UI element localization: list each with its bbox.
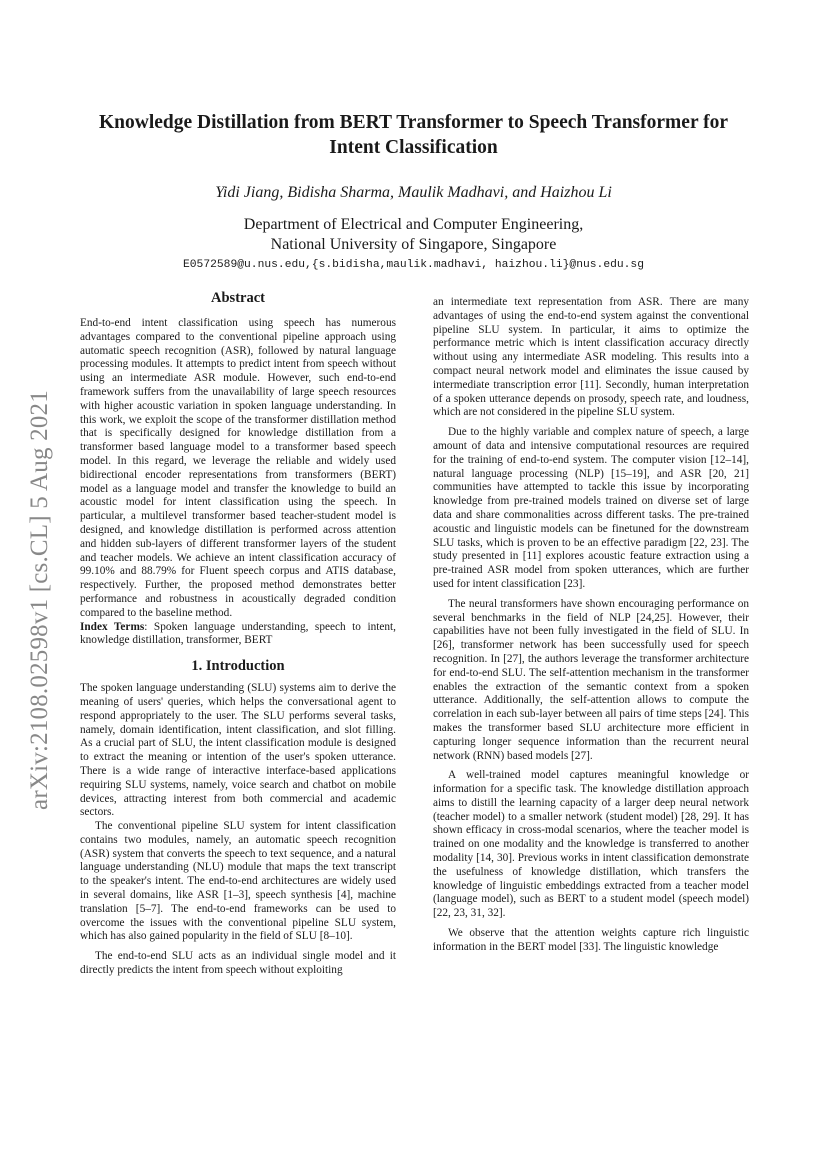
intro-paragraph-8: We observe that the attention weights capture rich linguistic information in the BERT model [33]. The linguistic knowledge: [433, 927, 749, 953]
intro-paragraph-2: The conventional pipeline SLU system for intent classification contains two modules, namely, an automatic speech recognition (ASR) system that converts the speech to text sequence, and a natural language understanding (NLU) module that maps the text transcript to the speaker's intent. The end-to-end architectures are widely used in several domains, like ASR [1–3], speech synthesis [4], machine translation [5–7]. The end-to-end frameworks can be used to overcome the issues with the conventional pipeline SLU system, which has also gained popularity in the field of SLU [8–10].: [80, 820, 396, 943]
introduction-heading: 1. Introduction: [191, 658, 285, 675]
paper-title: Knowledge Distillation from BERT Transformer to Speech Transformer for Intent Classification: [98, 112, 729, 158]
affiliation: [80, 215, 747, 255]
index-terms-text: : Spoken language understanding, speech to intent, knowledge distillation, transformer, BERT: [80, 620, 397, 647]
index-terms: [80, 621, 396, 649]
author-emails: E0572589@u.nus.edu,{s.bidisha,maulik.madhavi, haizhou.li}@nus.edu.sg: [183, 259, 644, 271]
paper-header: [80, 110, 747, 271]
author-list: Yidi Jiang, Bidisha Sharma, Maulik Madhavi, and Haizhou Li: [215, 184, 612, 201]
arxiv-sidebar-stamp: [20, 370, 60, 830]
left-column: [80, 290, 396, 978]
arxiv-id: arXiv:2108.02598v1 [cs.CL] 5 Aug 2021: [26, 390, 53, 810]
intro-paragraph-4: an intermediate text representation from ASR. There are many advantages of using the end-to-end system against the conventional pipeline SLU system. In particular, it aims to optimize the performance metric which is intent classification accuracy directly without using any intermediate ASR modeling. This results into a compact neural network model and eliminates the issue caused by intermediate transcription error [11]. Secondly, human interpretation of a spoken utterance depends on prosody, speech rate, and loudness, which are not considered in the pipeline SLU system.: [433, 296, 749, 419]
university: National University of Singapore, Singapore: [270, 236, 557, 253]
intro-paragraph-6: The neural transformers have shown encouraging performance on several benchmarks in the field of NLP [24,25]. However, their capabilities have not been fully investigated in the field of SLU. In [26], transformer network has been successfully used for speech recognition. In [27], the authors leverage the transformer architecture for end-to-end SLU. The self-attention mechanism in the transformer enables the extraction of the semantic context from a spoken utterance. Additionally, the self-attention allows to compute the correlation in each sub-layer between all pairs of time steps [24]. This makes the transformer based SLU architecture more efficient in capturing longer sequence information than the recurrent neural network (RNN) based models [27].: [433, 597, 749, 762]
intro-paragraph-5: Due to the highly variable and complex nature of speech, a large amount of data and intensive computational resources are required for the training of end-to-end system. The computer vision [12–14], natural language processing (NLP) [15–19], and ASR [20, 21] communities have attempted to tackle this issue by incorporating knowledge from pre-trained models trained on diverse set of large data and share commonalities across different tasks. The pre-trained acoustic and linguistic models can be finetuned for the downstream SLU tasks, which is proven to be an effective paradigm [22, 23]. The study presented in [11] explores acoustic feature extraction using a pre-trained ASR model from spoken utterances, which are further used for intent classification [23].: [433, 426, 749, 590]
abstract-heading: Abstract: [211, 290, 265, 306]
index-terms-label: Index Terms: [80, 620, 145, 633]
right-column: [433, 296, 749, 955]
abstract-text: End-to-end intent classification using speech has numerous advantages compared to the conventional pipeline approach using automatic speech recognition (ASR), followed by natural language processing modules. It attempts to predict intent from speech without using an intermediate ASR module. However, such end-to-end framework suffers from the unavailability of large speech resources with higher acoustic variation in spoken language understanding. In this work, we exploit the scope of the transformer distillation method that is specifically designed for knowledge distillation from a transformer based language model to a transformer based speech model. In this regard, we leverage the reliable and widely used bidirectional encoder representations from transformers (BERT) model as a language model and transfer the knowledge to build an acoustic model for intent classification using the speech. In particular, a multilevel transformer based teacher-student model is designed, and knowledge distillation is performed across attention and hidden sub-layers of different transformer layers of the student and teacher models. We achieve an intent classification accuracy of 99.10% and 88.79% for Fluent speech corpus and ATIS database, respectively. Further, the proposed method demonstrates better performance and robustness in acoustically degraded condition compared to the baseline method.: [80, 317, 396, 619]
department: Department of Electrical and Computer Engineering,: [243, 216, 584, 233]
intro-paragraph-1: The spoken language understanding (SLU) systems aim to derive the meaning of users' queries, which helps the conversational agent to respond appropriately to the user. The SLU performs several tasks, namely, domain identification, intent classification, and slot filling. As a crucial part of SLU, the intent classification module is designed to extract the meaning or intention of the user's spoken utterance. There is a wide range of interactive interface-based applications requiring SLU systems, namely, voice search and chatbot on mobile devices, attracting interest from both commercial and academic sectors.: [80, 682, 396, 819]
intro-paragraph-7: A well-trained model captures meaningful knowledge or information for a specific task. The knowledge distillation approach aims to distill the learning capacity of a larger deep neural network (teacher model) to a smaller network (student model) [28, 29]. It has shown efficacy in cross-modal scenarios, where the teacher model is trained on one modality and the knowledge is transferred to another modality [14, 30]. Previous works in intent classification demonstrate the usefulness of knowledge distillation, which transfers the knowledge of linguistic embeddings extracted from a teacher model (language model), such as BERT to a student model (speech model) [22, 23, 31, 32].: [433, 769, 749, 920]
intro-paragraph-3: The end-to-end SLU acts as an individual single model and it directly predicts the intent from speech without exploiting: [80, 950, 396, 977]
